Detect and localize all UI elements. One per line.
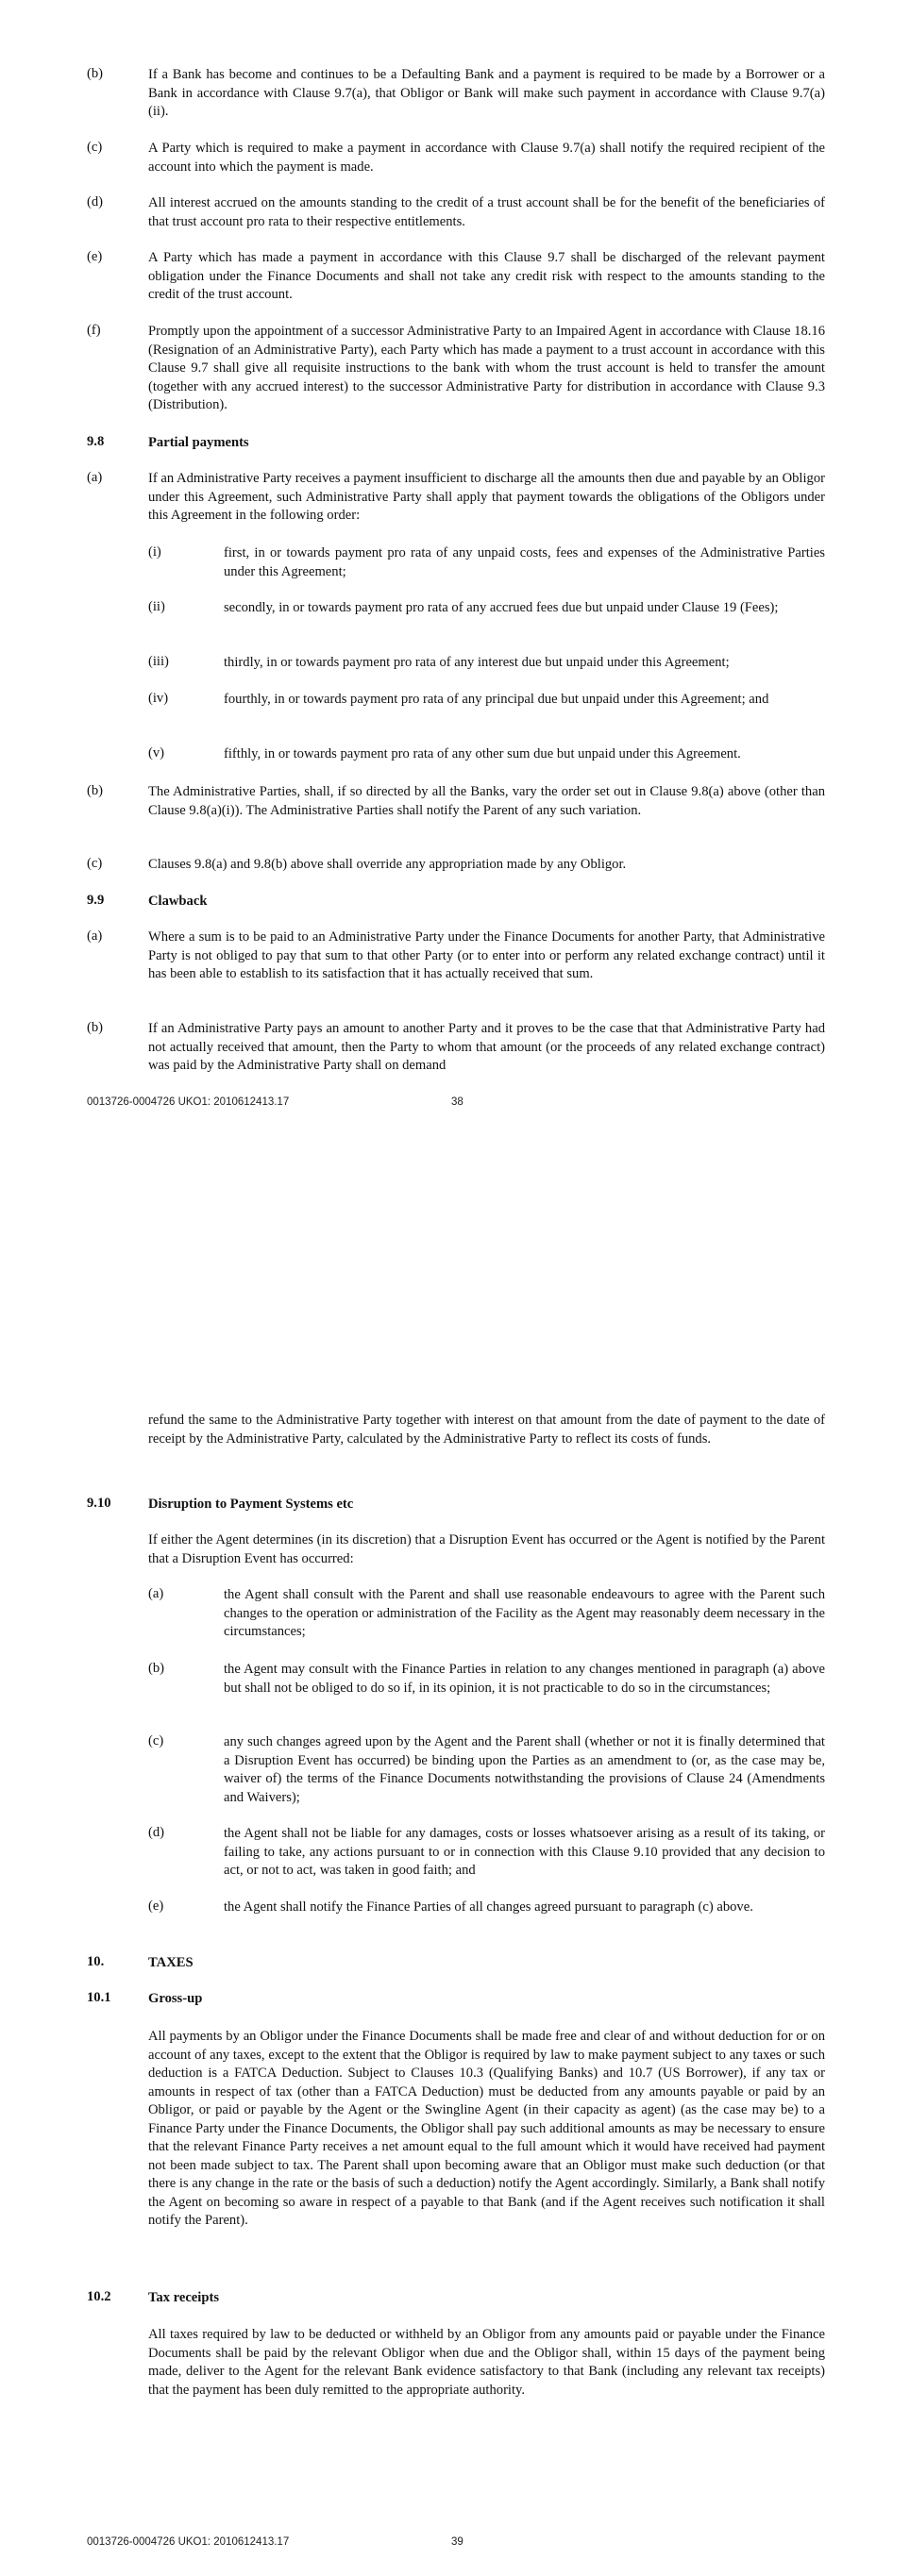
clause-label: (f) <box>87 323 101 338</box>
sub-clause-label: (i) <box>148 544 161 560</box>
clause-label: (b) <box>87 783 104 798</box>
clause-label: (d) <box>87 194 104 209</box>
clause-label: (e) <box>87 249 103 264</box>
sub-clause-label: (b) <box>148 1661 165 1676</box>
sub-clause-label: (e) <box>148 1899 164 1914</box>
document-reference: 0013726-0004726 UKO1: 2010612413.17 <box>87 1096 290 1108</box>
page-number: 39 <box>451 2536 463 2548</box>
sub-clause-text: the Agent shall notify the Finance Parties of all changes agreed pursuant to paragraph (c) above. <box>224 1899 753 1915</box>
sub-clause-text: any such changes agreed upon by the Agent and the Parent shall (whether or not it is finally determined that a Disruption Event has occurred) be binding upon the Parties as an amendment to (or, as the case may be, waiver of) the terms of the Finance Documents notwithstanding the provisions of Clause 24 (Amendments and Waivers); <box>224 1734 825 1805</box>
section-number: 9.8 <box>87 434 105 449</box>
page-footer <box>87 1096 463 1108</box>
clause-label: (c) <box>87 856 103 871</box>
section-title: Tax receipts <box>148 2290 219 2305</box>
page-number: 38 <box>451 1096 463 1108</box>
sub-clause-text: first, in or towards payment pro rata of any unpaid costs, fees and expenses of the Administrative Parties under this Agreement; <box>224 545 825 579</box>
clause-text: A Party which is required to make a payment in accordance with Clause 9.7(a) shall notify the required recipient of the account into which the payment is made. <box>148 141 825 175</box>
document-reference: 0013726-0004726 UKO1: 2010612413.17 <box>87 2536 290 2548</box>
clause-label: (b) <box>87 1020 104 1035</box>
section-title: Clawback <box>148 894 208 909</box>
sub-clause-label: (v) <box>148 745 165 761</box>
clause-text: If an Administrative Party receives a payment insufficient to discharge all the amounts then due and payable by an Obligor under this Agreement, such Administrative Party shall apply that payment towards the obligations of the Obligors under this Agreement in the following order: <box>148 471 825 523</box>
clause-text: The Administrative Parties, shall, if so directed by all the Banks, vary the order set out in Clause 9.8(a) above (other than Clause 9.8(a)(i)). The Administrative Parties shall notify the Parent of any such variation. <box>148 784 825 818</box>
clause-text: If an Administrative Party pays an amount to another Party and it proves to be the case that that Administrative Party had not actually received that amount, then the Party to whom that amount (or the proceeds of any related exchange contract) was paid by the Administrative Party shall on demand <box>148 1021 825 1073</box>
sub-clause-label: (ii) <box>148 599 165 614</box>
clause-text: A Party which has made a payment in accordance with this Clause 9.7 shall be discharged of the relevant payment obligation under the Finance Documents and shall not take any credit risk with respect to the amounts standing to the credit of the trust account. <box>148 250 825 302</box>
clause-label: (c) <box>87 140 103 155</box>
clause-text: All interest accrued on the amounts standing to the credit of a trust account shall be for the benefit of the beneficiaries of that trust account pro rata to their respective entitlements. <box>148 195 825 229</box>
section-title: Disruption to Payment Systems etc <box>148 1497 354 1512</box>
sub-clause-text: fourthly, in or towards payment pro rata of any principal due but unpaid under this Agreement; and <box>224 692 769 707</box>
sub-clause-label: (iv) <box>148 691 169 706</box>
sub-clause-label: (d) <box>148 1825 165 1840</box>
sub-clause-text: thirdly, in or towards payment pro rata of any interest due but unpaid under this Agreement; <box>224 655 730 670</box>
clause-label: (a) <box>87 928 103 944</box>
sub-clause-label: (c) <box>148 1733 164 1748</box>
sub-clause-text: secondly, in or towards payment pro rata of any accrued fees due but unpaid under Clause 19 (Fees); <box>224 600 779 615</box>
clause-text: If a Bank has become and continues to be a Defaulting Bank and a payment is required to be made by a Borrower or a Bank in accordance with Clause 9.7(a), that Obligor or Bank will make such payment in accordance with Clause 9.7(a)(ii). <box>148 67 825 119</box>
section-number: 9.10 <box>87 1496 111 1511</box>
sub-clause-text: fifthly, in or towards payment pro rata of any other sum due but unpaid under this Agreement. <box>224 746 741 761</box>
clause-text: Where a sum is to be paid to an Administrative Party under the Finance Documents for another Party, that Administrative Party is not obliged to pay that sum to that other Party (or to enter into or perform any related exchange contract) until it has been able to establish to its satisfaction that it has actually received that sum. <box>148 929 825 981</box>
section-title: TAXES <box>148 1955 194 1970</box>
section-title: Partial payments <box>148 435 249 450</box>
clause-text: refund the same to the Administrative Party together with interest on that amount from the date of payment to the date of receipt by the Administrative Party, calculated by the Administrative Party to reflect its costs of funds. <box>148 1413 825 1447</box>
sub-clause-label: (iii) <box>148 654 169 669</box>
page-39 <box>0 1293 910 2576</box>
clause-label: (b) <box>87 66 104 81</box>
section-number: 10.2 <box>87 2289 111 2304</box>
section-number: 10. <box>87 1954 105 1969</box>
clause-text: Clauses 9.8(a) and 9.8(b) above shall override any appropriation made by any Obligor. <box>148 857 627 872</box>
page-footer <box>87 2536 463 2548</box>
clause-text: Promptly upon the appointment of a successor Administrative Party to an Impaired Agent in accordance with Clause 18.16 (Resignation of an Administrative Party), each Party which has made a payment to a trust account in accordance with this Clause 9.7 shall give all requisite instructions to the bank with whom the trust account is held to transfer the amount (together with any accrued interest) to the successor Administrative Party for distribution in accordance with Clause 9.3 (Distribution). <box>148 324 825 412</box>
sub-clause-text: the Agent shall consult with the Parent and shall use reasonable endeavours to agree with the Parent such changes to the operation or administration of the Facility as the Agent may reasonably deem necessary in the circumstances; <box>224 1587 825 1639</box>
section-number: 10.1 <box>87 1990 111 2005</box>
clause-text: All payments by an Obligor under the Finance Documents shall be made free and clear of and without deduction for or on account of any taxes, except to the extent that the Obligor is required by law to make payment subject to any taxes or such deduction is a FATCA Deduction. Subject to Clauses 10.3 (Qualifying Banks) and 10.7 (US Borrower), if any tax or amounts in respect of tax (other than a FATCA Deduction) must be deducted from any amounts payable or paid by an Obligor, or paid or payable by the Agent or the Swingline Agent (in their capacity as agent) (as the case may be) to a Finance Party under the Finance Documents, the Obligor shall pay such additional amounts as may be necessary to ensure that the relevant Finance Party receives a net amount equal to the full amount which it would have received had payment not been made subject to tax. The Parent shall upon becoming aware that an Obligor must make such deduction (or that there is any change in the rate or the basis of such a deduction) notify the Agent accordingly. Similarly, a Bank shall notify the Agent on becoming so aware in respect of a payable to that Bank (and if the Agent receives such notification it shall notify the Parent). <box>148 2029 825 2228</box>
clause-text: All taxes required by law to be deducted or withheld by an Obligor from any amounts paid or payable under the Finance Documents shall be paid by the relevant Obligor when due and the Obligor shall, within 15 days of the payment being made, deliver to the Agent for the relevant Bank evidence satisfactory to that Bank (including any relevant tax receipts) that the payment has been duly remitted to the appropriate authority. <box>148 2327 825 2398</box>
clause-label: (a) <box>87 470 103 485</box>
sub-clause-text: the Agent may consult with the Finance Parties in relation to any changes mentioned in paragraph (a) above but shall not be obliged to do so if, in its opinion, it is not practicable to do so in the circumstances; <box>224 1662 825 1696</box>
sub-clause-text: the Agent shall not be liable for any damages, costs or losses whatsoever arising as a result of its taking, or failing to take, any actions pursuant to or in connection with this Clause 9.10 provided that any decision to act, or not to act, was taken in good faith; and <box>224 1826 825 1878</box>
clause-text: If either the Agent determines (in its discretion) that a Disruption Event has occurred or the Agent is notified by the Parent that a Disruption Event has occurred: <box>148 1532 825 1566</box>
sub-clause-label: (a) <box>148 1586 164 1601</box>
section-number: 9.9 <box>87 893 105 908</box>
section-title: Gross-up <box>148 1991 203 2006</box>
